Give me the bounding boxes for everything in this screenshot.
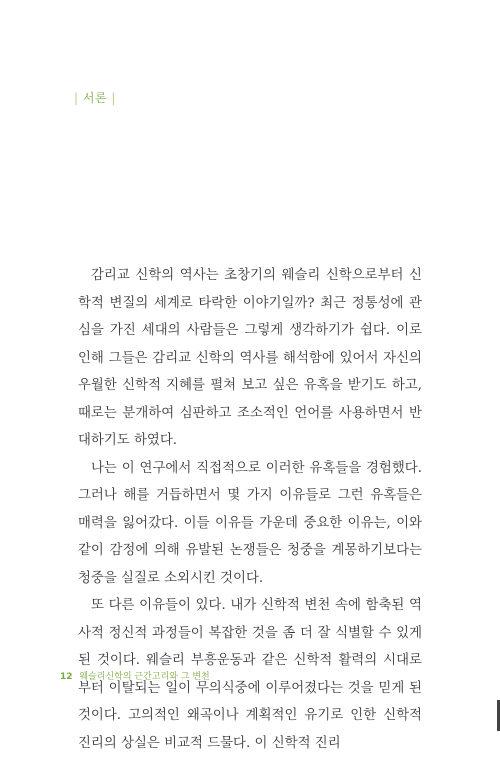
section-heading-title: 서론 — [82, 91, 108, 105]
running-title: 웨슬리신학의 근간고리와 그 변천 — [79, 672, 210, 682]
section-heading-bar-left: | — [74, 91, 79, 105]
paragraph: 감리교 신학의 역사는 초창기의 웨슬리 신학으로부터 신학적 변질의 세계로 타락한 이야기일까? 최근 정통성에 관심을 가진 세대의 사람들은 그렇게 생각하기가 쉽다. 이로 인해 그들은 감리교 신학의 역사를 해석함에 있어서 자신의 우월한 신학적 지혜를 펼쳐 보고 싶은 유혹을 받기도 하고, 때로는 분개하여 심판하고 조소적인 언어를 사용하면서 반대하기도 하였다. — [78, 268, 422, 448]
section-heading — [74, 89, 116, 106]
page-number: 12 — [60, 672, 73, 682]
section-heading-bar-right: | — [111, 91, 116, 105]
paragraph: 나는 이 연구에서 직접적으로 이러한 유혹들을 경험했다. 그러나 해를 거듭하면서 몇 가지 이유들로 그런 유혹들은 매력을 잃어갔다. 이들 이유들 가운데 중요한 이유는, 이와 같이 감정에 의해 유발된 논쟁들은 청중을 계몽하기보다는 청중을 실질로 소외시킨 것이다. — [78, 460, 422, 586]
page-footer — [60, 669, 210, 682]
body-text — [78, 262, 422, 757]
paragraph: 또 다른 이유들이 있다. 내가 신학적 변천 속에 함축된 역사적 정신적 과정들이 복잡한 것을 좀 더 잘 식별할 수 있게 된 것이다. 웨슬리 부흥운동과 같은 신학적 활력의 시대로부터 이탈되는 일이 무의식중에 이루어졌다는 것을 믿게 된 것이다. 고의적인 왜곡이나 계획적인 유기로 인한 신학적 진리의 상실은 비교적 드물다. 이 신학적 진리 — [78, 598, 422, 751]
